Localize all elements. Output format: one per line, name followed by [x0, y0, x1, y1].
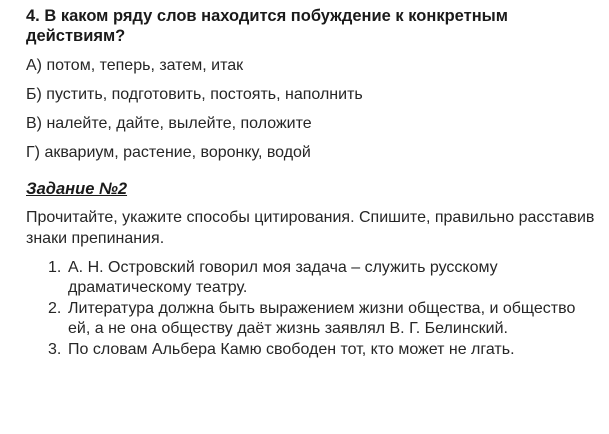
sentence-text: Литература должна быть выражением жизни общества, и общество ей, а не она обществу даёт жизнь заявлял В. Г. Белинский.: [68, 300, 576, 337]
sentence-list: [26, 258, 596, 360]
option-c: В) налейте, дайте, вылейте, положите: [26, 115, 312, 132]
option-a: А) потом, теперь, затем, итак: [26, 57, 244, 74]
sentence-item: [26, 258, 596, 298]
question-title: 4. В каком ряду слов находится побуждение к конкретным действиям?: [26, 7, 508, 45]
sentence-item: [26, 340, 596, 360]
answer-options: [26, 56, 596, 163]
task-instruction: Прочитайте, укажите способы цитирования. Спишите, правильно расставив знаки препинания.: [26, 209, 595, 247]
option-b: Б) пустить, подготовить, постоять, наполнить: [26, 86, 363, 103]
document-page: [26, 6, 596, 361]
sentence-number: 3.: [48, 341, 62, 358]
sentence-text: По словам Альбера Камю свободен тот, кто может не лгать.: [68, 341, 515, 358]
task-heading: Задание №2: [26, 180, 128, 198]
sentence-text: А. Н. Островский говорил моя задача – служить русскому драматическому театру.: [68, 259, 498, 296]
sentence-number: 2.: [48, 300, 62, 317]
sentence-number: 1.: [48, 259, 62, 276]
option-d: Г) аквариум, растение, воронку, водой: [26, 144, 311, 161]
sentence-item: [26, 299, 596, 339]
